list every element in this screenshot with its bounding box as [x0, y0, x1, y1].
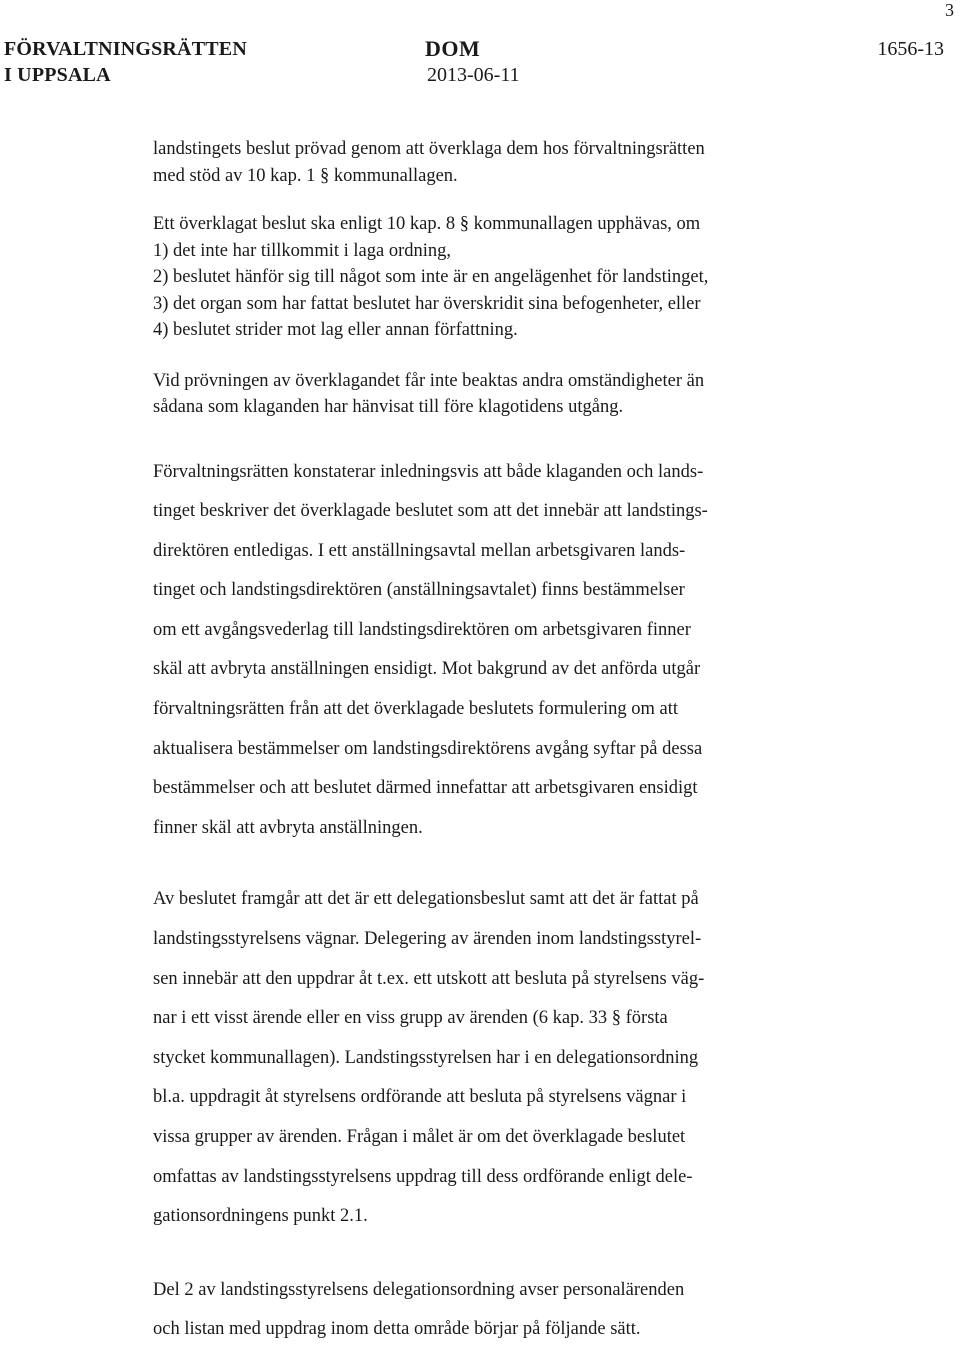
text-line: förvaltningsrätten från att det överklagade beslutets formulering om att [153, 699, 679, 720]
text-line: Av beslutet framgår att det är ett delegationsbeslut samt att det är fattat på [153, 889, 699, 910]
text-line: och listan med uppdrag inom detta område börjar på följande sätt. [153, 1319, 641, 1340]
text-line: skäl att avbryta anställningen ensidigt. Mot bakgrund av det anförda utgår [153, 659, 701, 680]
document-header [4, 36, 944, 96]
text-line: direktören entledigas. I ett anställningsavtal mellan arbetsgivaren lands- [153, 540, 686, 561]
document-date: 2013-06-11 [427, 64, 520, 86]
paragraph-2 [153, 211, 843, 344]
paragraph-1 [153, 136, 843, 189]
document-info [425, 36, 520, 88]
text-line: nar i ett visst ärende eller en viss grupp av ärenden (6 kap. 33 § första [153, 1008, 668, 1029]
text-line: Vid prövningen av överklagandet får inte beaktas andra omständigheter än [153, 370, 705, 391]
text-line: om ett avgångsvederlag till landstingsdirektören om arbetsgivaren finner [153, 619, 691, 640]
document-body [153, 136, 843, 1350]
paragraph-4 [153, 453, 843, 849]
text-line: tinget och landstingsdirektören (anställningsavtalet) finns bestämmelser [153, 580, 685, 601]
court-name-line-1: FÖRVALTNINGSRÄTTEN [4, 38, 247, 60]
text-line: tinget beskriver det överklagade beslutet som att det innebär att landstings- [153, 501, 708, 522]
text-line: Förvaltningsrätten konstaterar inledningsvis att både klaganden och lands- [153, 461, 704, 482]
text-line: vissa grupper av ärenden. Frågan i målet är om det överklagade beslutet [153, 1127, 686, 1147]
text-line: sådana som klaganden har hänvisat till före klagotidens utgång. [153, 397, 624, 417]
text-line: aktualisera bestämmelser om landstingsdirektörens avgång syftar på dessa [153, 738, 703, 759]
text-line: med stöd av 10 kap. 1 § kommunallagen. [153, 165, 458, 186]
text-line: bl.a. uppdragit åt styrelsens ordförande att besluta på styrelsens vägnar i [153, 1087, 687, 1108]
court-name [4, 36, 247, 88]
text-line: bestämmelser och att beslutet därmed innefattar att arbetsgivaren ensidigt [153, 778, 698, 799]
paragraph-6 [153, 1271, 843, 1350]
text-line: finner skäl att avbryta anställningen. [153, 817, 423, 838]
text-line: 1) det inte har tillkommit i laga ordning, [153, 240, 451, 261]
page-number: 3 [945, 0, 954, 20]
text-line: 4) beslutet strider mot lag eller annan författning. [153, 320, 518, 340]
text-line: 2) beslutet hänför sig till något som inte är en angelägenhet för landstinget, [153, 267, 709, 287]
case-number: 1656-13 [877, 38, 944, 60]
document-type: DOM [425, 36, 481, 61]
court-name-line-2: I UPPSALA [4, 64, 111, 86]
text-line: stycket kommunallagen). Landstingsstyrelsen har i en delegationsordning [153, 1047, 699, 1068]
text-line: landstingets beslut prövad genom att överklaga dem hos förvaltningsrätten [153, 139, 705, 159]
paragraph-5 [153, 880, 843, 1236]
text-line: Ett överklagat beslut ska enligt 10 kap. 8 § kommunallagen upphävas, om [153, 214, 701, 234]
paragraph-3 [153, 368, 843, 421]
text-line: gationsordningens punkt 2.1. [153, 1206, 368, 1227]
text-line: Del 2 av landstingsstyrelsens delegationsordning avser personalärenden [153, 1279, 685, 1300]
text-line: landstingsstyrelsens vägnar. Delegering av ärenden inom landstingsstyrel- [153, 929, 702, 950]
text-line: sen innebär att den uppdrar åt t.ex. ett utskott att besluta på styrelsens väg- [153, 968, 705, 989]
text-line: omfattas av landstingsstyrelsens uppdrag till dess ordförande enligt dele- [153, 1166, 693, 1187]
text-line: 3) det organ som har fattat beslutet har överskridit sina befogenheter, eller [153, 293, 701, 314]
